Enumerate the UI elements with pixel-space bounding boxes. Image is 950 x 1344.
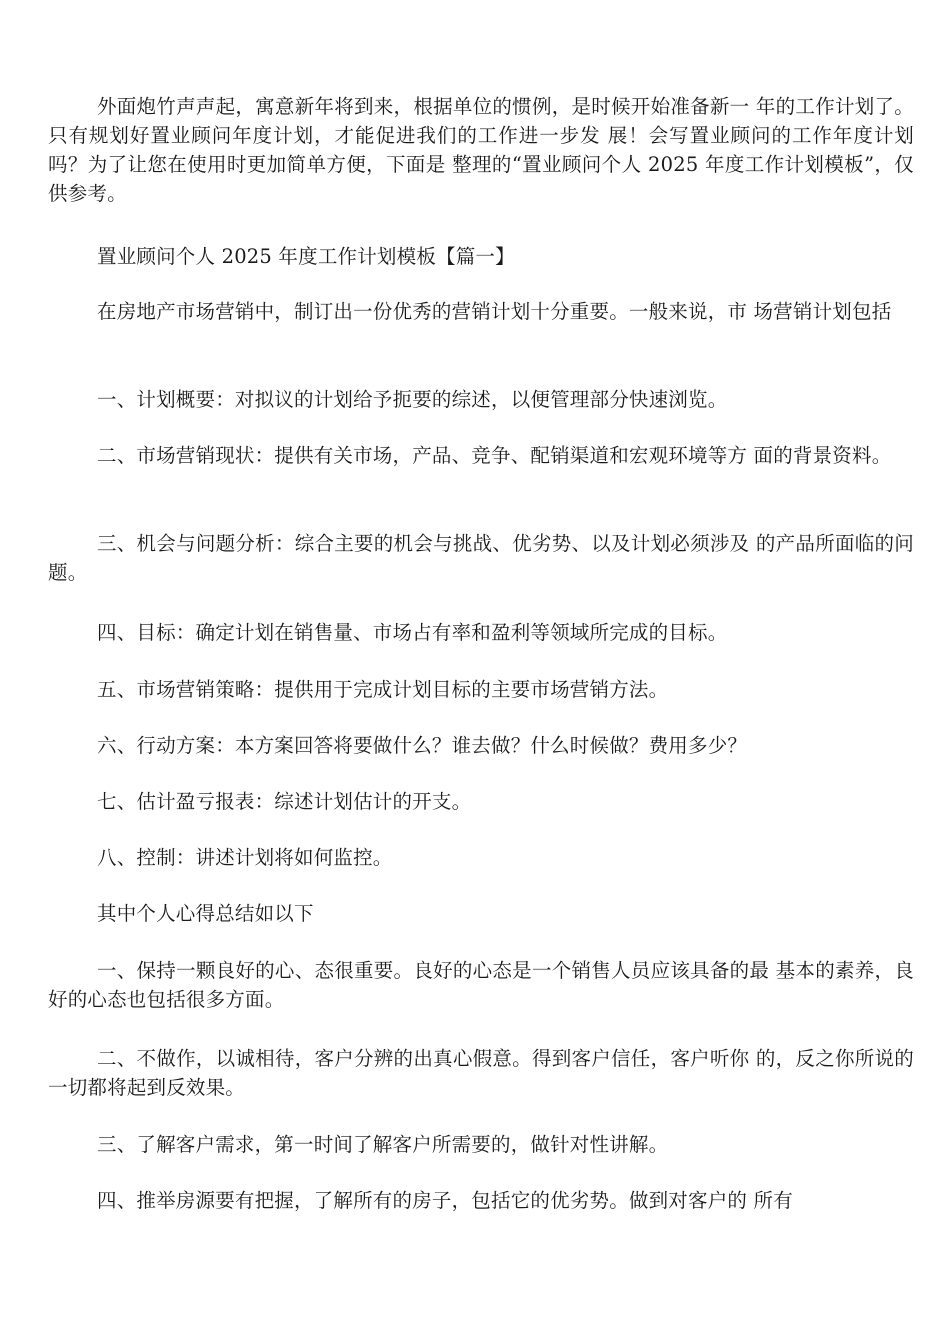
paragraph: 七、估计盈亏报表：综述计划估计的开支。 xyxy=(97,790,472,813)
paragraph-intro: 外面炮竹声声起，寓意新年将到来，根据单位的惯例，是时候开始准备新一 年的工作计划了。只有规划好置业顾问年度计划，才能促进我们的工作进一步发 展！会写置业顾问的工作年度计划吗？为了让您在使用时更加简单方便，下面是 整理的“置业顾问个人 2025 年度工作计划模板”，仅供参考。 xyxy=(48,95,914,205)
paragraph: 二、市场营销现状：提供有关市场，产品、竞争、配销渠道和宏观环境等方 面的背景资料。 xyxy=(97,444,892,467)
paragraph: 在房地产市场营销中，制订出一份优秀的营销计划十分重要。一般来说，市 场营销计划包括 xyxy=(97,300,892,323)
paragraph: 四、目标：确定计划在销售量、市场占有率和盈利等领域所完成的目标。 xyxy=(97,621,728,644)
paragraph: 二、不做作，以诚相待，客户分辨的出真心假意。得到客户信任，客户听你 的，反之你所说的一切都将起到反效果。 xyxy=(48,1047,914,1099)
paragraph: 五、市场营销策略：提供用于完成计划目标的主要市场营销方法。 xyxy=(97,678,669,701)
paragraph: 六、行动方案：本方案回答将要做什么？谁去做？什么时候做？费用多少？ xyxy=(97,734,748,757)
paragraph-section-title: 置业顾问个人 2025 年度工作计划模板【篇一】 xyxy=(97,245,515,268)
paragraph: 三、机会与问题分析：综合主要的机会与挑战、优劣势、以及计划必须涉及 的产品所面临的问题。 xyxy=(48,532,914,584)
paragraph: 一、保持一颗良好的心、态很重要。良好的心态是一个销售人员应该具备的最 基本的素养，良好的心态也包括很多方面。 xyxy=(48,959,914,1011)
paragraph: 四、推举房源要有把握，了解所有的房子，包括它的优劣势。做到对客户的 所有 xyxy=(97,1189,793,1212)
paragraph: 八、控制：讲述计划将如何监控。 xyxy=(97,846,393,869)
paragraph: 其中个人心得总结如以下 xyxy=(97,902,314,925)
paragraph: 一、计划概要：对拟议的计划给予扼要的综述，以便管理部分快速浏览。 xyxy=(97,388,728,411)
paragraph: 三、了解客户需求，第一时间了解客户所需要的，做针对性讲解。 xyxy=(97,1133,669,1156)
